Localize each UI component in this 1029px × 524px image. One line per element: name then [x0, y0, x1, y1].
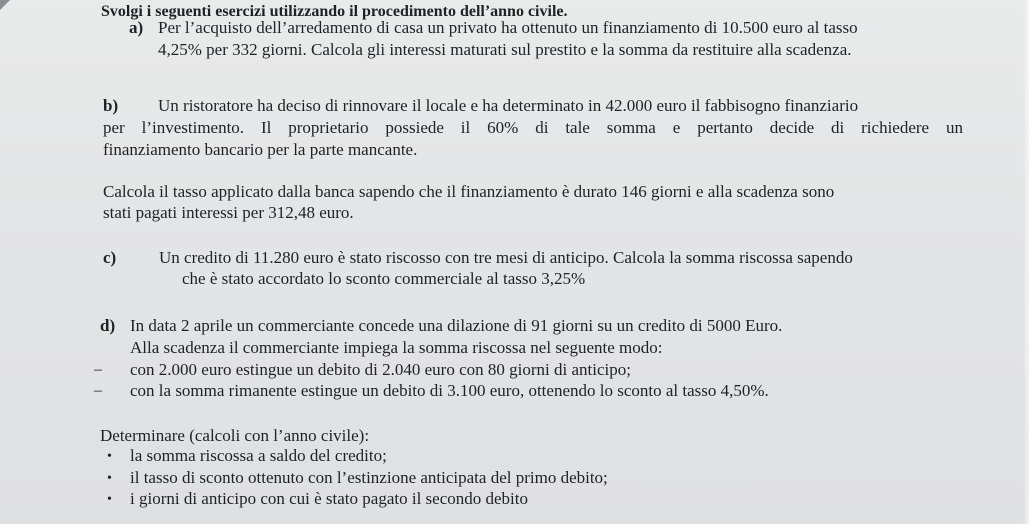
exercise-b-line-5: stati pagati interessi per 312,48 euro.: [103, 203, 354, 222]
bullet-3: •: [107, 492, 112, 507]
exercise-b-line-1: Un ristoratore ha deciso di rinnovare il locale e ha determinato in 42.000 euro il fabbisogno finanziario: [158, 96, 859, 115]
page-corner-shadow: [0, 0, 10, 10]
exercise-c-marker: c): [103, 248, 117, 267]
list-dash-2: –: [94, 382, 102, 399]
exercise-a-marker: a): [129, 18, 144, 37]
bullet-1: •: [107, 449, 112, 464]
exercise-a-line-1: Per l’acquisto dell’arredamento di casa un privato ha ottenuto un finanziamento di 10.500 euro al tasso: [158, 18, 858, 37]
exercise-c-line-1: Un credito di 11.280 euro è stato riscosso con tre mesi di anticipo. Calcola la somma riscossa sapendo: [159, 248, 853, 267]
question-3: i giorni di anticipo con cui è stato pagato il secondo debito: [130, 489, 528, 508]
exercise-d-line-2: Alla scadenza il commerciante impiega la somma riscossa nel seguente modo:: [130, 338, 663, 357]
exercise-d-item-2: con la somma rimanente estingue un debito di 3.100 euro, ottenendo lo sconto al tasso 4,50%.: [130, 381, 769, 400]
determine-heading: Determinare (calcoli con l’anno civile):: [100, 426, 370, 445]
exercise-d-line-1: In data 2 aprile un commerciante concede una dilazione di 91 giorni su un credito di 5000 Euro.: [130, 316, 783, 335]
question-1: la somma riscossa a saldo del credito;: [130, 446, 387, 465]
exercise-c-line-2: che è stato accordato lo sconto commerciale al tasso 3,25%: [182, 269, 586, 288]
exercise-b-line-2: per l’investimento. Il proprietario possiede il 60% di tale somma e pertanto decide di richiedere un: [103, 118, 963, 137]
list-dash-1: –: [94, 361, 102, 378]
worksheet-title: Svolgi i seguenti esercizi utilizzando il procedimento dell’anno civile.: [101, 3, 568, 20]
question-2: il tasso di sconto ottenuto con l’estinzione anticipata del primo debito;: [130, 468, 608, 487]
exercise-a-line-2: 4,25% per 332 giorni. Calcola gli interessi maturati sul prestito e la somma da restituire alla scadenza.: [158, 40, 852, 59]
exercise-b-line-4: Calcola il tasso applicato dalla banca sapendo che il finanziamento è durato 146 giorni e alla scadenza sono: [103, 182, 835, 201]
exercise-d-marker: d): [100, 316, 116, 335]
exercise-d-item-1: con 2.000 euro estingue un debito di 2.040 euro con 80 giorni di anticipo;: [130, 360, 631, 379]
page-edge-highlight: [1023, 0, 1029, 524]
bullet-2: •: [107, 471, 112, 486]
exercise-b-marker: b): [103, 96, 119, 115]
exercise-b-line-3: finanziamento bancario per la parte mancante.: [103, 140, 418, 159]
